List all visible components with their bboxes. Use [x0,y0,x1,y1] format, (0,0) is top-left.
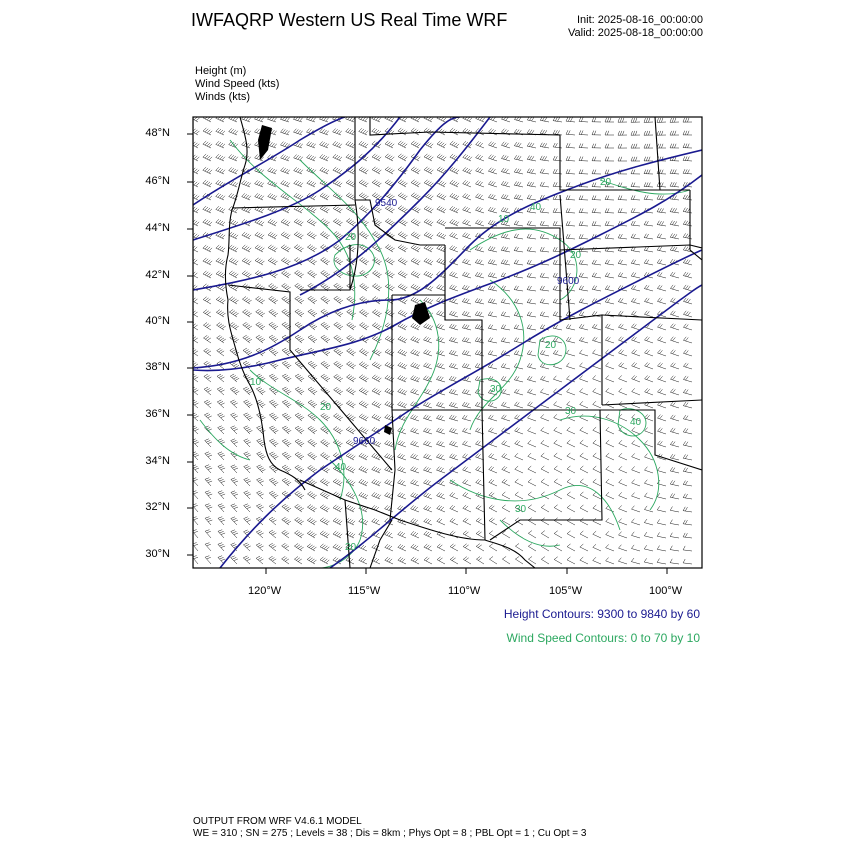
lat-label: 40°N [145,315,170,327]
lat-label: 46°N [145,175,170,187]
wind-label: 40 [335,462,347,473]
lon-label: 100°W [649,585,683,597]
field-height: Height (m) [195,65,247,77]
model-config: WE = 310 ; SN = 275 ; Levels = 38 ; Dis = 8km ; Phys Opt = 8 ; PBL Opt = 1 ; Cu Opt = 3 [193,828,587,839]
height-label: 9660 [353,436,376,447]
wind-label: 20 [320,402,332,413]
lat-label: 30°N [145,548,170,560]
lon-label: 115°W [348,585,381,597]
wind-label: 40 [530,202,542,213]
lon-label: 120°W [248,585,282,597]
wind-barb-field [190,115,692,564]
wind-label: 20 [570,250,582,261]
plot-title: IWFAQRP Western US Real Time WRF [191,10,508,30]
wind-barbs [190,115,692,564]
lat-label: 34°N [145,455,170,467]
wind-contour-legend: Wind Speed Contours: 0 to 70 by 10 [506,631,700,645]
wind-label: 20 [345,232,357,243]
lat-label: 32°N [145,501,170,513]
height-label: 9600 [557,276,580,287]
valid-time: Valid: 2025-08-18_00:00:00 [568,27,703,39]
wind-label: 10 [250,377,262,388]
lat-label: 42°N [145,269,170,281]
wind-label: 40 [630,417,642,428]
lat-label: 44°N [145,222,170,234]
height-label: 9540 [375,198,398,209]
wind-label: 20 [545,340,557,351]
lon-label: 110°W [448,585,481,597]
wind-label: 30 [490,384,502,395]
model-info: OUTPUT FROM WRF V4.6.1 MODEL [193,816,362,827]
wind-label: 20 [600,177,612,188]
wind-label: 30 [515,504,527,515]
wind-label: 20 [345,542,357,553]
lat-label: 36°N [145,408,170,420]
lon-label: 105°W [549,585,583,597]
field-winds: Winds (kts) [195,91,250,103]
wind-label: 30 [565,406,577,417]
lat-label: 38°N [145,361,170,373]
wind-label: 10 [498,214,510,225]
field-wind-speed: Wind Speed (kts) [195,78,280,90]
height-contour-legend: Height Contours: 9300 to 9840 by 60 [503,607,700,621]
lat-label: 48°N [145,127,170,139]
init-time: Init: 2025-08-16_00:00:00 [577,14,703,26]
